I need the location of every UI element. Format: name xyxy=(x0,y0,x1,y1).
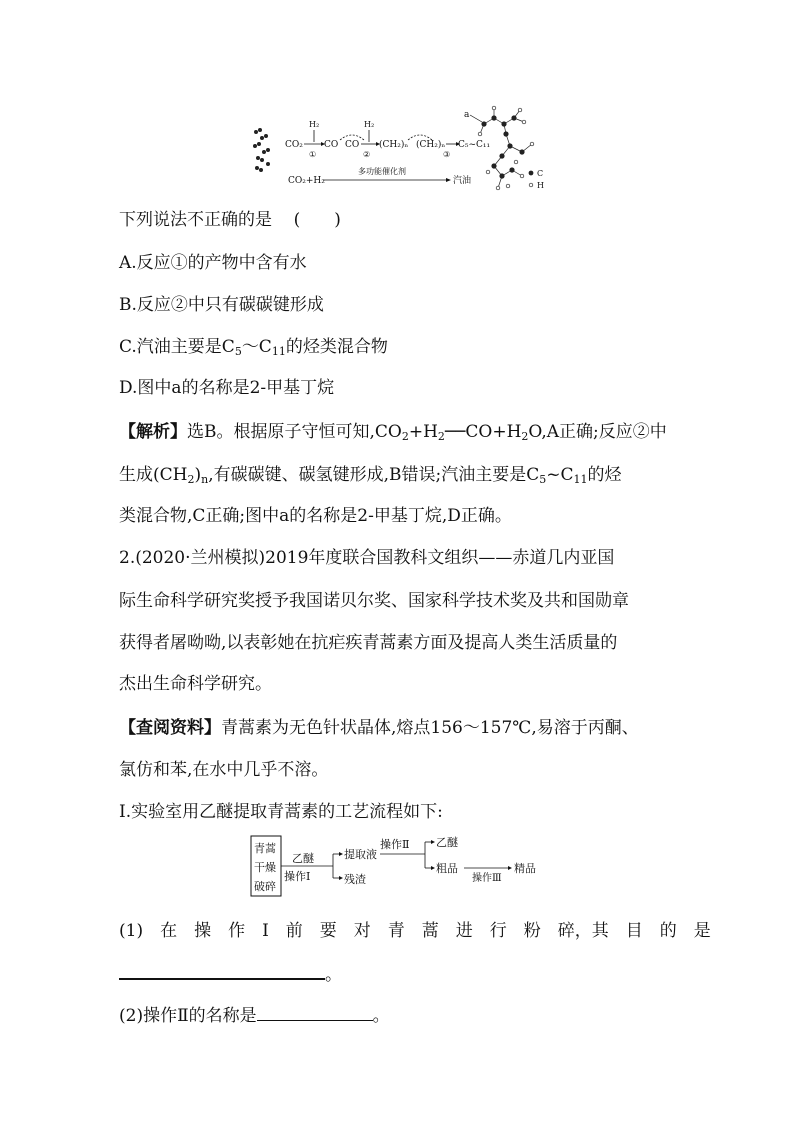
analysis-l2-b: ) xyxy=(194,465,202,485)
gasoline-label: 汽油 xyxy=(453,176,472,186)
legend-carbon-icon xyxy=(529,171,534,176)
analysis-l2-s2: n xyxy=(201,473,209,486)
op1-label: 操作Ⅰ xyxy=(284,870,311,883)
step3-label: ③ xyxy=(443,150,451,159)
reference-tag: 【查阅资料】 xyxy=(119,718,221,738)
analysis-l1-c: ──CO+H xyxy=(444,422,522,442)
legend-hydrogen-icon xyxy=(529,183,533,187)
option-c-sub2: 11 xyxy=(271,345,286,358)
crude-label: 粗品 xyxy=(436,862,458,875)
legend-h-label: H xyxy=(537,181,544,190)
analysis-l2-c: ,有碳碳键、碳氢键形成,B错误;汽油主要是C xyxy=(208,465,540,485)
answer-blank-1[interactable] xyxy=(119,962,325,980)
q1-stem xyxy=(119,209,341,231)
analysis-l2-a: 生成(CH xyxy=(119,465,188,485)
analysis-l1-s1: 2 xyxy=(401,430,409,443)
analysis-l2-s3: 5 xyxy=(539,473,547,486)
op3-label: 操作Ⅲ xyxy=(472,873,502,884)
q2-line-2: 际生命科学研究奖授予我国诺贝尔奖、国家科学技术奖及共和国勋章 xyxy=(119,591,629,611)
box-text-1: 青蒿 xyxy=(254,842,276,855)
analysis-tag: 【解析】 xyxy=(119,422,187,442)
analysis-line-2 xyxy=(119,464,622,486)
ether-label: 乙醚 xyxy=(436,836,458,849)
fine-label: 精品 xyxy=(514,862,536,875)
sub-question-1-end: 。 xyxy=(325,965,342,985)
analysis-l1-s3: 2 xyxy=(521,430,529,443)
step2-label: ② xyxy=(363,150,371,159)
sub-question-2-text: (2)操作Ⅱ的名称是 xyxy=(119,1006,257,1026)
sub-question-2-end: 。 xyxy=(372,1006,390,1026)
q2-line-1: 2.(2020·兰州模拟)2019年度联合国教科文组织——赤道几内亚国 xyxy=(119,548,615,568)
option-a: A.反应①的产物中含有水 xyxy=(119,253,307,273)
sub-question-2 xyxy=(119,1004,390,1027)
reaction-figure xyxy=(248,100,558,200)
legend-c-label: C xyxy=(537,169,544,178)
option-c-mid: ～C xyxy=(241,337,272,357)
option-b: B.反应②中只有碳碳键形成 xyxy=(119,295,324,315)
q2-line-4: 杰出生命科学研究。 xyxy=(119,674,272,694)
option-c xyxy=(119,336,388,358)
co2-molecules-icon xyxy=(253,128,270,172)
reference-line-2: 氯仿和苯,在水中几乎不溶。 xyxy=(119,760,329,780)
option-c-text: C.汽油主要是C xyxy=(119,337,235,357)
residue-label: 残渣 xyxy=(344,873,366,886)
h2-label-b: H₂ xyxy=(364,120,375,129)
box-text-2: 干燥 xyxy=(254,861,276,874)
h2-label-a: H₂ xyxy=(309,120,320,129)
co-label-b: CO xyxy=(345,140,360,150)
extract-label: 提取液 xyxy=(344,848,377,861)
q2-line-3: 获得者屠呦呦,以表彰她在抗疟疾青蒿素方面及提高人类生活质量的 xyxy=(119,633,618,653)
step1-label: ① xyxy=(309,150,317,159)
co2-label: CO₂ xyxy=(285,140,303,150)
ch2n-label-b: (CH₂)ₙ xyxy=(416,140,446,150)
q1-answer-paren: ( ) xyxy=(293,210,341,230)
analysis-l1-s2: 2 xyxy=(437,430,445,443)
analysis-line-1 xyxy=(119,421,667,443)
analysis-line-3: 类混合物,C正确;图中a的名称是2-甲基丁烷,D正确。 xyxy=(119,506,512,526)
label-a: a xyxy=(464,110,470,120)
box-text-3: 破碎 xyxy=(254,880,276,893)
reference-l1: 青蒿素为无色针状晶体,熔点156～157℃,易溶于丙酮、 xyxy=(221,718,639,738)
analysis-l2-e: 的烃 xyxy=(587,465,622,485)
reagent-label: 乙醚 xyxy=(292,852,314,865)
reactants-label: CO₂+H₂ xyxy=(288,176,325,186)
analysis-l1-d: O,A正确;反应②中 xyxy=(528,422,667,442)
analysis-l2-s4: 11 xyxy=(573,473,588,486)
section-1-title: Ⅰ.实验室用乙醚提取青蒿素的工艺流程如下: xyxy=(119,802,443,822)
answer-blank-2[interactable] xyxy=(257,1004,373,1021)
sub-question-1-answer xyxy=(119,962,342,986)
co-label-a: CO xyxy=(324,140,339,150)
option-c-tail: 的烃类混合物 xyxy=(285,337,388,357)
analysis-l1-a: 选B。根据原子守恒可知,CO xyxy=(187,422,402,442)
sub-question-1: (1) 在 操 作 Ⅰ 前 要 对 青 蒿 进 行 粉 碎，其 目 的 是 xyxy=(119,921,711,941)
analysis-l1-b: +H xyxy=(408,422,438,442)
analysis-l2-s1: 2 xyxy=(187,473,195,486)
c5c11-label: C₅~C₁₁ xyxy=(458,140,491,150)
analysis-l2-d: ~C xyxy=(546,465,574,485)
ch2n-label-a: (CH₂)ₙ xyxy=(379,140,409,150)
reference-line-1 xyxy=(119,717,639,739)
op2-label: 操作Ⅱ xyxy=(380,838,410,851)
option-d: D.图中a的名称是2-甲基丁烷 xyxy=(119,378,335,398)
q1-stem-text: 下列说法不正确的是 xyxy=(119,210,272,230)
process-flow-diagram xyxy=(250,834,550,900)
catalyst-label: 多功能催化剂 xyxy=(358,167,406,176)
option-c-sub1: 5 xyxy=(234,345,242,358)
